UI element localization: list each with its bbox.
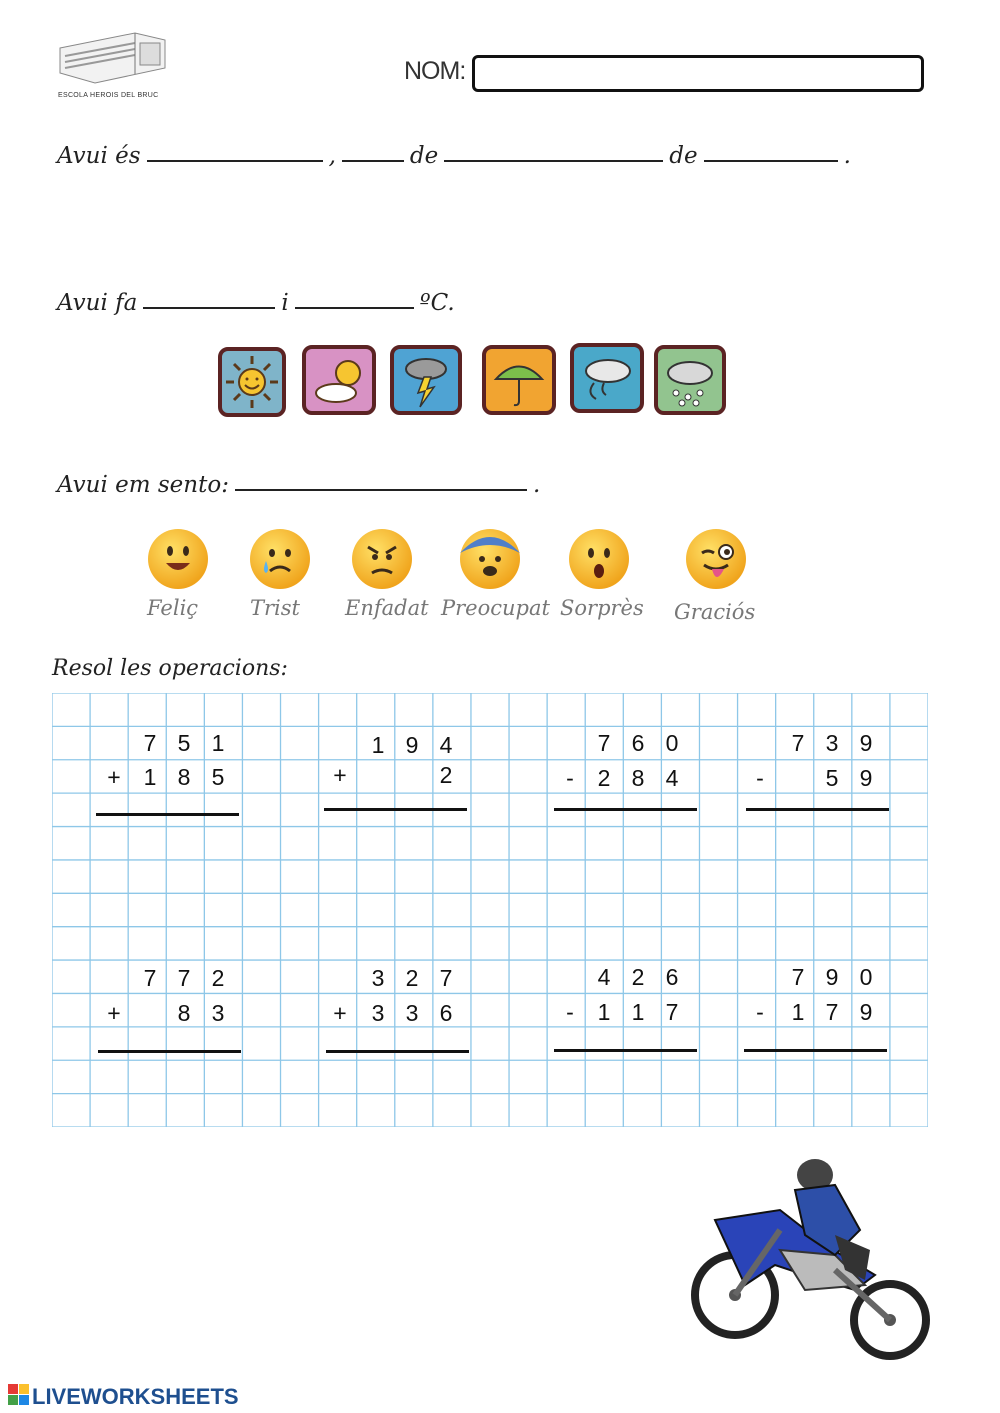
operand-bottom-digit: 5 bbox=[825, 765, 839, 791]
operation-sign: + bbox=[107, 1000, 121, 1026]
partly-cloudy-icon[interactable] bbox=[302, 345, 376, 415]
operand-bottom-digit: 9 bbox=[859, 765, 873, 791]
operand-top-digit: 7 bbox=[439, 965, 453, 991]
worried-face-icon[interactable] bbox=[458, 527, 522, 591]
windy-icon[interactable] bbox=[570, 343, 644, 413]
day-blank[interactable] bbox=[342, 157, 404, 162]
operand-top-digit: 7 bbox=[791, 964, 805, 990]
answer-digit-input[interactable] bbox=[626, 1057, 660, 1087]
answer-digit-input[interactable] bbox=[204, 1058, 238, 1088]
sad-face-icon[interactable] bbox=[248, 527, 312, 591]
operand-bottom-digit: 1 bbox=[791, 999, 805, 1025]
operand-top-digit: 7 bbox=[597, 730, 611, 756]
operand-bottom-digit: 8 bbox=[177, 1000, 191, 1026]
answer-digit-input[interactable] bbox=[398, 1058, 432, 1088]
emotion-label: Sorprès bbox=[560, 596, 644, 620]
operand-bottom-digit: 2 bbox=[439, 762, 453, 788]
result-line bbox=[746, 808, 889, 811]
operand-top-digit: 4 bbox=[439, 732, 453, 758]
date-end: . bbox=[843, 143, 851, 169]
operand-top-digit: 9 bbox=[825, 964, 839, 990]
winking-tongue-face-icon[interactable] bbox=[684, 527, 748, 591]
result-line bbox=[326, 1050, 469, 1053]
date-comma: , bbox=[328, 143, 336, 169]
answer-digit-input[interactable] bbox=[782, 1057, 816, 1087]
answer-digit-input[interactable] bbox=[852, 816, 886, 846]
operation-sign: - bbox=[566, 765, 574, 791]
answer-digit-input[interactable] bbox=[168, 821, 202, 851]
operation-sign: - bbox=[756, 765, 764, 791]
operand-top-digit: 9 bbox=[859, 730, 873, 756]
operand-top-digit: 1 bbox=[371, 732, 385, 758]
operand-bottom-digit: 5 bbox=[211, 764, 225, 790]
temperature-unit: ºC. bbox=[419, 290, 455, 316]
operand-top-digit: 9 bbox=[405, 732, 419, 758]
operand-top-digit: 1 bbox=[211, 730, 225, 756]
answer-digit-input[interactable] bbox=[592, 816, 626, 846]
weather-blank[interactable] bbox=[143, 304, 275, 309]
operand-top-digit: 3 bbox=[371, 965, 385, 991]
answer-digit-input[interactable] bbox=[102, 1058, 136, 1088]
answer-digit-input[interactable] bbox=[850, 1057, 884, 1087]
operand-top-digit: 7 bbox=[791, 730, 805, 756]
feeling-line bbox=[57, 472, 540, 498]
angry-face-icon[interactable] bbox=[350, 527, 414, 591]
answer-digit-input[interactable] bbox=[136, 1058, 170, 1088]
name-label: NOM: bbox=[404, 57, 466, 85]
storm-icon[interactable] bbox=[390, 345, 462, 415]
year-blank[interactable] bbox=[704, 157, 838, 162]
operand-top-digit: 7 bbox=[143, 965, 157, 991]
motocross-image bbox=[685, 1155, 930, 1360]
operation-sign: - bbox=[756, 999, 764, 1025]
emotion-label: Feliç bbox=[147, 596, 199, 620]
result-line bbox=[324, 808, 467, 811]
emotion-label: Preocupat bbox=[441, 596, 550, 620]
operand-bottom-digit: 6 bbox=[439, 1000, 453, 1026]
operand-bottom-digit: 9 bbox=[859, 999, 873, 1025]
liveworksheets-logo bbox=[8, 1381, 298, 1411]
answer-digit-input[interactable] bbox=[362, 816, 396, 846]
operand-bottom-digit: 1 bbox=[143, 764, 157, 790]
date-de-1: de bbox=[409, 143, 439, 169]
answer-digit-input[interactable] bbox=[100, 821, 134, 851]
operand-top-digit: 6 bbox=[631, 730, 645, 756]
answer-digit-input[interactable] bbox=[748, 1057, 782, 1087]
emotion-label: Graciós bbox=[674, 600, 756, 624]
answer-digit-input[interactable] bbox=[816, 1057, 850, 1087]
operand-bottom-digit: 3 bbox=[371, 1000, 385, 1026]
answer-digit-input[interactable] bbox=[558, 816, 592, 846]
operand-top-digit: 6 bbox=[665, 964, 679, 990]
answer-digit-input[interactable] bbox=[750, 816, 784, 846]
answer-digit-input[interactable] bbox=[134, 821, 168, 851]
month-blank[interactable] bbox=[444, 157, 663, 162]
date-line bbox=[57, 143, 851, 169]
emotion-label: Enfadat bbox=[345, 596, 429, 620]
operand-bottom-digit: 3 bbox=[211, 1000, 225, 1026]
emotion-label: Trist bbox=[250, 596, 300, 620]
answer-digit-input[interactable] bbox=[330, 1058, 364, 1088]
operand-bottom-digit: 1 bbox=[631, 999, 645, 1025]
operand-bottom-digit: 8 bbox=[177, 764, 191, 790]
answer-digit-input[interactable] bbox=[202, 821, 236, 851]
answer-digit-input[interactable] bbox=[170, 1058, 204, 1088]
weekday-blank[interactable] bbox=[147, 157, 323, 162]
feeling-prefix: Avui em sento: bbox=[57, 472, 229, 498]
operand-top-digit: 3 bbox=[825, 730, 839, 756]
temperature-blank[interactable] bbox=[295, 304, 414, 309]
operation-sign: + bbox=[107, 764, 121, 790]
answer-digit-input[interactable] bbox=[818, 816, 852, 846]
answer-digit-input[interactable] bbox=[660, 1057, 694, 1087]
operand-top-digit: 2 bbox=[211, 965, 225, 991]
result-line bbox=[554, 1049, 697, 1052]
operand-top-digit: 5 bbox=[177, 730, 191, 756]
operand-bottom-digit: 7 bbox=[825, 999, 839, 1025]
operations-title: Resol les operacions: bbox=[52, 656, 288, 681]
operand-bottom-digit: 8 bbox=[631, 765, 645, 791]
answer-digit-input[interactable] bbox=[432, 1058, 466, 1088]
surprised-face-icon[interactable] bbox=[567, 527, 631, 591]
date-de-2: de bbox=[669, 143, 698, 169]
answer-digit-input[interactable] bbox=[592, 1057, 626, 1087]
answer-digit-input[interactable] bbox=[626, 816, 660, 846]
operand-top-digit: 0 bbox=[859, 964, 873, 990]
operation-sign: + bbox=[333, 762, 347, 788]
operand-bottom-digit: 2 bbox=[597, 765, 611, 791]
weather-prefix: Avui fa bbox=[57, 290, 138, 316]
date-prefix: Avui és bbox=[57, 143, 141, 169]
operand-bottom-digit: 1 bbox=[597, 999, 611, 1025]
result-line bbox=[744, 1049, 887, 1052]
sunny-icon[interactable] bbox=[218, 347, 286, 417]
feeling-end: . bbox=[532, 472, 541, 498]
operand-top-digit: 2 bbox=[631, 964, 645, 990]
operand-bottom-digit: 3 bbox=[405, 1000, 419, 1026]
answer-digit-input[interactable] bbox=[364, 1058, 398, 1088]
snow-cloud-icon[interactable] bbox=[654, 345, 726, 415]
operand-bottom-digit: 7 bbox=[665, 999, 679, 1025]
result-line bbox=[96, 813, 239, 816]
answer-digit-input[interactable] bbox=[558, 1057, 592, 1087]
weather-conj: i bbox=[281, 290, 289, 316]
answer-digit-input[interactable] bbox=[784, 816, 818, 846]
operand-top-digit: 7 bbox=[143, 730, 157, 756]
operation-sign: + bbox=[333, 1000, 347, 1026]
operand-bottom-digit: 4 bbox=[665, 765, 679, 791]
answer-digit-input[interactable] bbox=[328, 816, 362, 846]
operand-top-digit: 2 bbox=[405, 965, 419, 991]
result-line bbox=[554, 808, 697, 811]
result-line bbox=[98, 1050, 241, 1053]
answer-digit-input[interactable] bbox=[660, 816, 694, 846]
operand-top-digit: 0 bbox=[665, 730, 679, 756]
feeling-blank[interactable] bbox=[235, 486, 527, 491]
answer-digit-input[interactable] bbox=[396, 816, 430, 846]
footer-brand: LIVEWORKSHEETS bbox=[32, 1384, 239, 1409]
answer-digit-input[interactable] bbox=[430, 816, 464, 846]
operation-sign: - bbox=[566, 999, 574, 1025]
operand-top-digit: 7 bbox=[177, 965, 191, 991]
rain-umbrella-icon[interactable] bbox=[482, 345, 556, 415]
happy-face-icon[interactable] bbox=[146, 527, 210, 591]
school-name: ESCOLA HEROIS DEL BRUC bbox=[58, 92, 159, 99]
name-input[interactable] bbox=[472, 55, 924, 92]
weather-line bbox=[57, 290, 455, 316]
operand-top-digit: 4 bbox=[597, 964, 611, 990]
